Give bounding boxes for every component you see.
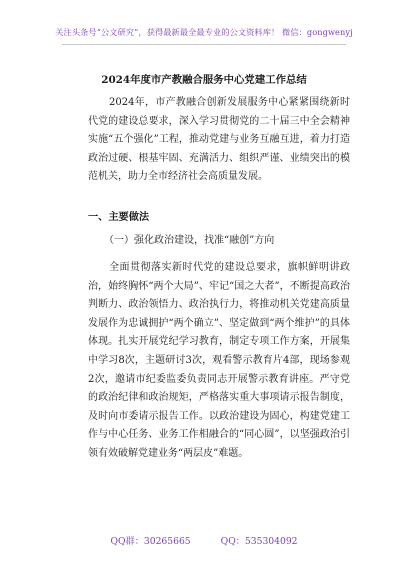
subsection-heading: （一）强化政治建设，找准“融创”方向 (104, 235, 275, 246)
body-paragraph: 全面贯彻落实新时代党的建设总要求，旗帜鲜明讲政治，始终胸怀“两个大局”、牢记“国之大者”，不断提高政治判断力、政治领悟力、政治执行力，将推动机关党建高质量发展作为忠诚拥护“两个确立”、坚定做到“两个维护”的具体体现。扎实开展党纪学习教育，制定专项工作方案，开展集中学习8次，主题研讨3次，观看警示教育片4部，现场参观2次，邀请市纪委监委负责同志开展警示教育讲座。严守党的政治纪律和政治规矩，严格落实重大事项请示报告制度，及时向市委请示报告工作。以政治建设为固心，构建党建工作与中心任务、业务工作相融合的“同心圆”，以坚强政治引领有效破解党建业务“两层皮”难题。 (88, 262, 350, 459)
header-banner: 关注头条号“公文研究”，获得最新最全最专业的公文资料库！ 微信：gongwenyj (55, 27, 353, 37)
footer-contact (0, 533, 408, 547)
document-title: 2024年度市产教融合服务中心党建工作总结 (101, 74, 307, 86)
header-divider (62, 44, 346, 45)
footer-qq: QQ：535304092 (220, 536, 298, 547)
footer-qq-group: QQ群：30265665 (110, 536, 191, 547)
intro-paragraph: 2024年，市产教融合创新发展服务中心紧紧围绕新时代党的建设总要求，深入学习贯彻党的二十届三中全会精神实施“五个强化”工程，推动党建与业务互融互进，着力打造政治过硬、根基牢固、充满活力、组织严谨、业绩突出的模范机关，助力全市经济社会高质量发展。 (88, 97, 350, 183)
section-heading: 一、主要做法 (88, 211, 150, 223)
